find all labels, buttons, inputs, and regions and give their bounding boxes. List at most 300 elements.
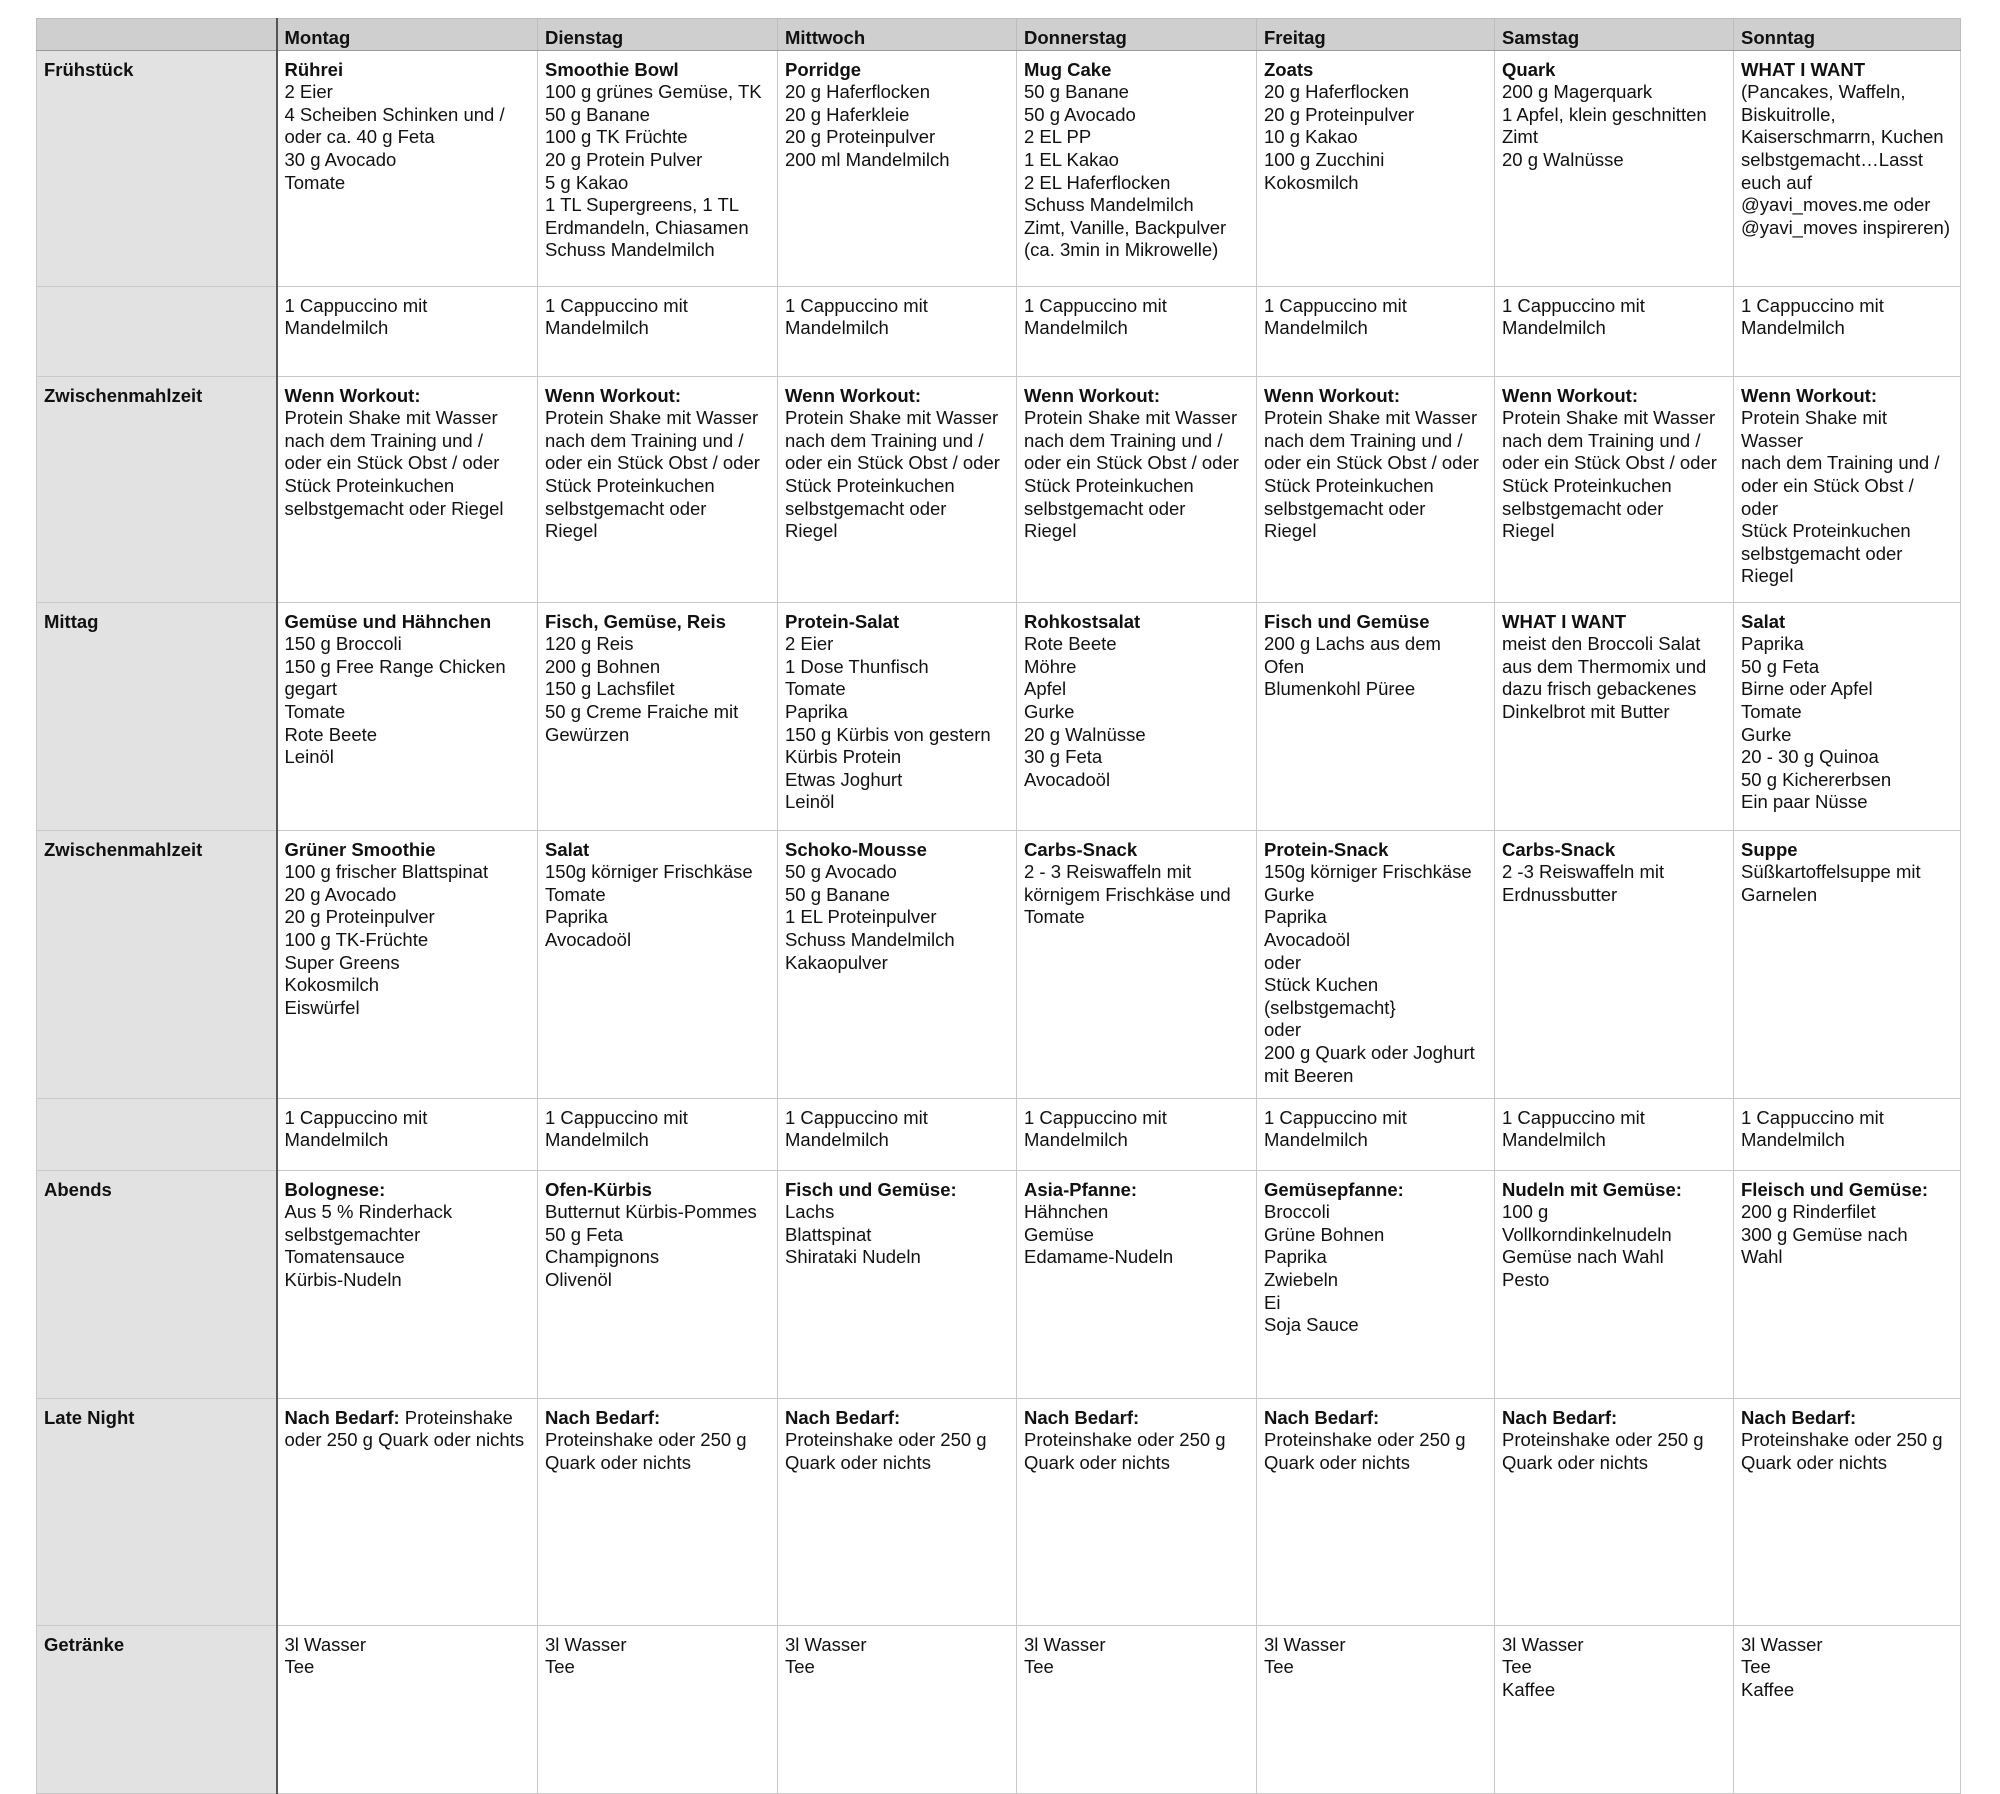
meal-item-line: Kakaopulver [785, 951, 888, 973]
meal-cell [1734, 602, 1961, 830]
meal-item-line: Mandelmilch [284, 1129, 389, 1151]
meal-cell [1017, 1098, 1257, 1170]
meal-item-line: 1 Cappuccino mit [1502, 1106, 1645, 1128]
meal-title: Carbs-Snack [1502, 838, 1616, 860]
meal-item-line: Kaffee [1741, 1678, 1795, 1700]
meal-cell [778, 1625, 1017, 1793]
meal-cell [1017, 376, 1257, 602]
meal-title: Grüner Smoothie [284, 838, 436, 860]
meal-title: Nach Bedarf: [1502, 1406, 1618, 1428]
day-header-samstag: Samstag [1495, 19, 1734, 51]
meal-cell [277, 50, 538, 286]
meal-title: Protein-Salat [785, 610, 900, 632]
meal-title: Nach Bedarf: [1024, 1406, 1140, 1428]
meal-title: Wenn Workout: [785, 384, 921, 406]
meal-title: Nach Bedarf: [545, 1406, 661, 1428]
meal-item-line: Tomate [284, 700, 346, 722]
meal-item-line: 50 g Feta [545, 1223, 624, 1245]
meal-item-line: Mandelmilch [785, 317, 889, 339]
meal-cell [538, 50, 778, 286]
meal-plan-table [36, 18, 1961, 1794]
meal-item-line: 3l Wasser [1741, 1633, 1823, 1655]
meal-item-line: Kürbis Protein [785, 746, 902, 768]
meal-item-line: Proteinshake oder 250 g [1264, 1429, 1466, 1451]
meal-cell [1495, 830, 1734, 1098]
meal-cell [277, 286, 538, 376]
meal-item-line: 1 Cappuccino mit [284, 1106, 428, 1128]
meal-item-line: 1 Cappuccino mit [1502, 294, 1645, 316]
meal-item-line: Edamame-Nudeln [1024, 1246, 1174, 1268]
meal-item-line: 1 Cappuccino mit [1264, 1106, 1407, 1128]
meal-cell [778, 830, 1017, 1098]
meal-item-line: Tomatensauce [284, 1246, 405, 1268]
meal-item-line: Gemüse [1024, 1223, 1094, 1245]
meal-item-line: Vollkorndinkelnudeln [1502, 1223, 1672, 1245]
meal-item-line: Mandelmilch [1264, 1129, 1368, 1151]
meal-item-line: nach dem Training und / [1502, 429, 1701, 451]
meal-item-line: Butternut Kürbis-Pommes [545, 1201, 757, 1223]
meal-cell [778, 1170, 1017, 1398]
day-header-donnerstag: Donnerstag [1017, 19, 1257, 51]
meal-item-line: Proteinshake oder 250 g [785, 1429, 987, 1451]
meal-item-line: 150g körniger Frischkäse [1264, 861, 1472, 883]
meal-item-line: Tomate [785, 678, 846, 700]
meal-title: Mug Cake [1024, 58, 1112, 80]
meal-item-line: Paprika [545, 906, 608, 928]
meal-item-line: Erdnussbutter [1502, 883, 1618, 905]
meal-item-line: Super Greens [284, 951, 400, 973]
meal-item-line: Protein Shake mit Wasser [284, 407, 498, 429]
meal-item-line: Tomate [1024, 906, 1085, 928]
meal-item-line: 20 g Proteinpulver [785, 126, 936, 148]
meal-item-line: nach dem Training und / [1024, 429, 1223, 451]
meal-item-line: Hähnchen [1024, 1201, 1109, 1223]
meal-item-line: Mandelmilch [1024, 1129, 1128, 1151]
meal-item-line: 20 g Protein Pulver [545, 148, 703, 170]
meal-item-line: Riegel [545, 520, 598, 542]
meal-item-line: Ei [1264, 1291, 1281, 1313]
meal-item-line: Mandelmilch [1502, 1129, 1606, 1151]
meal-item-line: @yavi_moves inspireren) [1741, 216, 1950, 238]
meal-cell [1495, 286, 1734, 376]
meal-item-line: Quark oder nichts [1024, 1451, 1171, 1473]
meal-item-line: 1 TL Supergreens, 1 TL [545, 194, 740, 216]
meal-cell [1495, 376, 1734, 602]
meal-item-line: 20 g Haferflocken [785, 81, 931, 103]
meal-item-line: 100 g grünes Gemüse, TK [545, 81, 762, 103]
meal-cell [538, 830, 778, 1098]
meal-item-line: Paprika [785, 700, 848, 722]
meal-item-line: Protein Shake mit Wasser [1024, 407, 1238, 429]
meal-item-line: 20 g Haferkleie [785, 103, 910, 125]
meal-item-line: 100 g frischer Blattspinat [284, 861, 489, 883]
meal-item-line: 120 g Reis [545, 633, 634, 655]
meal-item-line: 1 Cappuccino mit [1024, 294, 1167, 316]
meal-cell [1257, 830, 1495, 1098]
meal-item-line: Tee [1502, 1656, 1532, 1678]
meal-cell [1734, 830, 1961, 1098]
meal-item-line: Schuss Mandelmilch [545, 239, 715, 261]
meal-item-line: Kaiserschmarrn, Kuchen [1741, 126, 1944, 148]
meal-cell [1017, 286, 1257, 376]
meal-item-line: Dinkelbrot mit Butter [1502, 700, 1670, 722]
meal-item-line: 50 g Avocado [1024, 103, 1136, 125]
meal-cell [1495, 50, 1734, 286]
meal-cell [1257, 376, 1495, 602]
meal-item-line: Lachs [785, 1201, 835, 1223]
meal-item-line: oder ein Stück Obst / oder [785, 452, 1000, 474]
meal-item-line: Gurke [1264, 883, 1315, 905]
meal-item-line: 150 g Free Range Chicken [284, 655, 506, 677]
meal-label [37, 1098, 277, 1170]
meal-cell [1734, 286, 1961, 376]
meal-cell [1495, 602, 1734, 830]
meal-title: Salat [1741, 610, 1786, 632]
meal-cell [277, 602, 538, 830]
meal-item-line: Riegel [1741, 565, 1794, 587]
meal-row [37, 1098, 1961, 1170]
meal-item-line: Stück Kuchen [1264, 974, 1379, 996]
meal-item-line: Gewürzen [545, 723, 630, 745]
meal-cell [1734, 1398, 1961, 1625]
meal-cell [778, 50, 1017, 286]
meal-cell [1734, 1170, 1961, 1398]
meal-item-line: Quark oder nichts [545, 1451, 692, 1473]
meal-item-line: Zimt [1502, 126, 1538, 148]
meal-row [37, 376, 1961, 602]
meal-title: Nudeln mit Gemüse: [1502, 1178, 1682, 1200]
meal-cell [277, 1170, 538, 1398]
meal-item-line: Garnelen [1741, 883, 1818, 905]
meal-row [37, 1625, 1961, 1793]
meal-item-line: Ein paar Nüsse [1741, 791, 1868, 813]
meal-item-line: Proteinshake oder 250 g [1024, 1429, 1226, 1451]
meal-row [37, 1170, 1961, 1398]
meal-item-line: 2 EL Haferflocken [1024, 171, 1171, 193]
meal-item-line: Stück Proteinkuchen [785, 474, 955, 496]
meal-label: Getränke [37, 1625, 277, 1793]
meal-item-line: 1 Cappuccino mit [785, 1106, 928, 1128]
meal-item-line: Mandelmilch [1741, 317, 1845, 339]
meal-item-line: oder [1264, 1019, 1302, 1041]
meal-item-line: Riegel [1502, 520, 1555, 542]
meal-cell [1257, 286, 1495, 376]
meal-item-line: (selbstgemacht} [1264, 996, 1396, 1018]
meal-item-line: nach dem Training und / [785, 429, 984, 451]
meal-title: Nach Bedarf: [284, 1406, 400, 1428]
meal-title: Rührei [284, 58, 344, 80]
meal-title: Gemüsepfanne: [1264, 1178, 1404, 1200]
meal-item-line: Mandelmilch [545, 1129, 649, 1151]
meal-item-line: Leinöl [284, 746, 334, 768]
meal-item-line: 1 Cappuccino mit [545, 294, 688, 316]
meal-item-line: 2 Eier [785, 633, 834, 655]
meal-item-line: @yavi_moves.me oder [1741, 194, 1931, 216]
meal-item-line: Broccoli [1264, 1201, 1330, 1223]
meal-item-line: Tee [1024, 1656, 1054, 1678]
meal-item-line: Paprika [1264, 1246, 1327, 1268]
meal-item-line: oder ca. 40 g Feta [284, 126, 435, 148]
meal-title: Rohkostsalat [1024, 610, 1141, 632]
meal-title: Wenn Workout: [545, 384, 681, 406]
meal-cell [1734, 50, 1961, 286]
meal-cell [1734, 1625, 1961, 1793]
meal-item-line: Gemüse nach Wahl [1502, 1246, 1664, 1268]
meal-title: Wenn Workout: [1264, 384, 1400, 406]
meal-item-line: Protein Shake mit Wasser [545, 407, 759, 429]
day-header-sonntag: Sonntag [1734, 19, 1961, 51]
meal-item-line: oder ein Stück Obst / oder [545, 452, 760, 474]
meal-item-line: Mandelmilch [284, 317, 389, 339]
meal-item-line: euch auf [1741, 171, 1812, 193]
meal-title: Salat [545, 838, 590, 860]
meal-item-line: selbstgemacht oder [785, 497, 947, 519]
meal-item-line: 3l Wasser [284, 1633, 367, 1655]
meal-cell [277, 1098, 538, 1170]
meal-item-line: Kaffee [1502, 1678, 1556, 1700]
meal-item-line: Rote Beete [284, 723, 378, 745]
meal-item-line: 1 Cappuccino mit [284, 294, 428, 316]
meal-item-line: 200 g Quark oder Joghurt [1264, 1041, 1475, 1063]
meal-item-line: 4 Scheiben Schinken und / [284, 103, 505, 125]
meal-cell [1017, 1625, 1257, 1793]
meal-cell [538, 1098, 778, 1170]
meal-item-line: 5 g Kakao [545, 171, 629, 193]
meal-item-line: Ofen [1264, 655, 1305, 677]
meal-item-line: 50 g Feta [1741, 655, 1820, 677]
meal-item-line: 30 g Avocado [284, 148, 397, 170]
meal-title: Fleisch und Gemüse: [1741, 1178, 1929, 1200]
meal-item-line: Mandelmilch [785, 1129, 889, 1151]
meal-title: Wenn Workout: [284, 384, 421, 406]
meal-item-line: 100 g TK Früchte [545, 126, 688, 148]
meal-item-line: Riegel [1024, 520, 1077, 542]
meal-title: Smoothie Bowl [545, 58, 679, 80]
meal-item-line: 1 Cappuccino mit [1741, 294, 1884, 316]
meal-cell [1257, 1398, 1495, 1625]
meal-item-line: dazu frisch gebackenes [1502, 678, 1697, 700]
meal-title: Protein-Snack [1264, 838, 1389, 860]
meal-item-line: Zimt, Vanille, Backpulver [1024, 216, 1227, 238]
meal-label: Frühstück [37, 50, 277, 286]
meal-title: Nach Bedarf: [1264, 1406, 1380, 1428]
meal-cell [1017, 602, 1257, 830]
meal-cell [1495, 1170, 1734, 1398]
meal-label [37, 286, 277, 376]
meal-row [37, 50, 1961, 286]
meal-item-line: oder ein Stück Obst / oder [1024, 452, 1239, 474]
meal-item-line: Tee [1264, 1656, 1294, 1678]
meal-title: Wenn Workout: [1502, 384, 1638, 406]
meal-item-line: oder ein Stück Obst / oder [1741, 474, 1914, 519]
meal-item-line: nach dem Training und / [545, 429, 744, 451]
meal-cell [1257, 50, 1495, 286]
meal-item-line: Stück Proteinkuchen [1502, 474, 1672, 496]
meal-item-line: Mandelmilch [1741, 1129, 1845, 1151]
meal-cell [538, 1625, 778, 1793]
meal-item-line: Riegel [785, 520, 838, 542]
meal-item-line: Quark oder nichts [785, 1451, 932, 1473]
meal-cell [277, 830, 538, 1098]
meal-item-line: 1 Dose Thunfisch [785, 655, 929, 677]
meal-item-line: 100 g [1502, 1201, 1549, 1223]
header-row [37, 19, 1961, 51]
meal-item-line: oder 250 g Quark oder nichts [284, 1429, 525, 1451]
meal-item-line: Apfel [1024, 678, 1067, 700]
meal-item-line: Avocadoöl [545, 928, 632, 950]
meal-cell [277, 1398, 538, 1625]
meal-cell [1257, 602, 1495, 830]
meal-item-line: 200 g Magerquark [1502, 81, 1653, 103]
meal-item-line: Möhre [1024, 655, 1077, 677]
meal-title: Fisch, Gemüse, Reis [545, 610, 726, 632]
meal-item-line: körnigem Frischkäse und [1024, 883, 1231, 905]
meal-item-line: 3l Wasser [785, 1633, 867, 1655]
meal-label: Zwischenmahlzeit [37, 830, 277, 1098]
meal-item-line: 200 g Bohnen [545, 655, 661, 677]
meal-item-line: 1 Cappuccino mit [785, 294, 928, 316]
meal-title: Nach Bedarf: [785, 1406, 901, 1428]
meal-item-line: Stück Proteinkuchen [1024, 474, 1194, 496]
meal-cell [778, 602, 1017, 830]
meal-item-line: Stück Proteinkuchen [1264, 474, 1434, 496]
meal-item-line: 200 g Lachs aus dem [1264, 633, 1441, 655]
meal-item-line: 50 g Kichererbsen [1741, 768, 1892, 790]
meal-cell [778, 1398, 1017, 1625]
meal-item-line: 50 g Banane [545, 103, 650, 125]
meal-item-line: Süßkartoffelsuppe mit [1741, 861, 1921, 883]
meal-cell [1734, 376, 1961, 602]
meal-item-line: 1 Cappuccino mit [1264, 294, 1407, 316]
meal-item-line: Mandelmilch [1264, 317, 1368, 339]
meal-item-line: 1 Cappuccino mit [1741, 1106, 1884, 1128]
meal-item-line: 150g körniger Frischkäse [545, 861, 753, 883]
meal-cell [538, 1170, 778, 1398]
meal-item-line: Shirataki Nudeln [785, 1246, 921, 1268]
meal-title: Schoko-Mousse [785, 838, 927, 860]
meal-item-line: Olivenöl [545, 1268, 612, 1290]
meal-item-line: Protein Shake mit Wasser [1264, 407, 1478, 429]
meal-item-line: 20 g Proteinpulver [1264, 103, 1415, 125]
meal-title: Porridge [785, 58, 862, 80]
meal-title: Gemüse und Hähnchen [284, 610, 492, 632]
meal-item-line: oder [1264, 951, 1302, 973]
meal-item-line: Pesto [1502, 1268, 1550, 1290]
meal-item-line: 1 Cappuccino mit [1024, 1106, 1167, 1128]
meal-cell [1017, 830, 1257, 1098]
meal-item-line: 100 g Zucchini [1264, 148, 1385, 170]
meal-item-line: Tee [785, 1656, 815, 1678]
meal-cell [538, 602, 778, 830]
meal-item-line: nach dem Training und / [1741, 452, 1940, 474]
meal-title: Wenn Workout: [1024, 384, 1160, 406]
meal-item-line: 200 g Rinderfilet [1741, 1201, 1876, 1223]
meal-item-line: gegart [284, 678, 337, 700]
meal-item-line: Erdmandeln, Chiasamen [545, 216, 749, 238]
meal-item-line: Protein Shake mit Wasser [785, 407, 999, 429]
meal-item-line: 20 g Haferflocken [1264, 81, 1410, 103]
meal-title: Fisch und Gemüse: [785, 1178, 957, 1200]
meal-item-line: oder ein Stück Obst / oder [284, 452, 500, 474]
meal-item-line: Protein Shake mit Wasser [1741, 407, 1888, 451]
meal-item-line: Grüne Bohnen [1264, 1223, 1385, 1245]
meal-title: Suppe [1741, 838, 1798, 860]
day-header-dienstag: Dienstag [538, 19, 778, 51]
meal-item-line: 20 g Avocado [284, 883, 397, 905]
meal-cell [1017, 1398, 1257, 1625]
meal-cell [1257, 1098, 1495, 1170]
meal-item-line: Gurke [1024, 700, 1075, 722]
meal-label: Abends [37, 1170, 277, 1398]
meal-item-line: 150 g Kürbis von gestern [785, 723, 991, 745]
meal-item-line: Tomate [1741, 700, 1802, 722]
meal-title: Asia-Pfanne: [1024, 1178, 1138, 1200]
meal-row [37, 286, 1961, 376]
meal-item-line: 50 g Banane [1024, 81, 1129, 103]
meal-cell [1495, 1098, 1734, 1170]
meal-item-line: Proteinshake oder 250 g [1502, 1429, 1704, 1451]
meal-item-line: 50 g Creme Fraiche mit [545, 700, 739, 722]
meal-item-line: 2 - 3 Reiswaffeln mit [1024, 861, 1192, 883]
meal-cell [1734, 1098, 1961, 1170]
meal-item-line: Zwiebeln [1264, 1268, 1339, 1290]
meal-item-line: 1 EL Proteinpulver [785, 906, 937, 928]
meal-title: WHAT I WANT [1502, 610, 1626, 632]
meal-item-line: 20 g Proteinpulver [284, 906, 435, 928]
meal-label: Zwischenmahlzeit [37, 376, 277, 602]
meal-item-line: Stück Proteinkuchen [545, 474, 715, 496]
meal-item-line: Aus 5 % Rinderhack [284, 1201, 453, 1223]
meal-item-line: (Pancakes, Waffeln, [1741, 81, 1906, 103]
meal-cell [538, 1398, 778, 1625]
meal-item-text: Proteinshake [399, 1406, 513, 1428]
meal-item-line: nach dem Training und / [284, 429, 483, 451]
meal-item-line: 300 g Gemüse nach Wahl [1741, 1223, 1908, 1268]
meal-item-line: Birne oder Apfel [1741, 678, 1873, 700]
meal-item-line: selbstgemacht…Lasst [1741, 148, 1924, 170]
meal-item-line: Gurke [1741, 723, 1792, 745]
meal-row [37, 1398, 1961, 1625]
meal-title: Fisch und Gemüse [1264, 610, 1430, 632]
meal-item-line: 20 g Walnüsse [1502, 148, 1624, 170]
meal-item-line: Kokosmilch [1264, 171, 1359, 193]
meal-item-line: Kokosmilch [284, 974, 380, 996]
meal-item-line: 150 g Lachsfilet [545, 678, 675, 700]
meal-cell [1495, 1398, 1734, 1625]
meal-item-line: 100 g TK-Früchte [284, 928, 429, 950]
meal-item-line: Tomate [545, 883, 606, 905]
meal-item-line: 2 Eier [284, 81, 333, 103]
meal-item-line: Tee [284, 1656, 315, 1678]
meal-item-line: 10 g Kakao [1264, 126, 1358, 148]
meal-item-line: 20 g Walnüsse [1024, 723, 1146, 745]
meal-cell [1017, 50, 1257, 286]
meal-title: Nach Bedarf: [1741, 1406, 1857, 1428]
meal-item-line: oder ein Stück Obst / oder [1264, 452, 1479, 474]
meal-item-line: Tee [1741, 1656, 1771, 1678]
meal-item-line: selbstgemacht oder Riegel [284, 497, 504, 519]
meal-item-line: Eiswürfel [284, 996, 360, 1018]
meal-item-line: mit Beeren [1264, 1064, 1354, 1086]
meal-item-line: Rote Beete [1024, 633, 1117, 655]
meal-item-line: Avocadoöl [1264, 928, 1351, 950]
meal-plan-body [37, 50, 1961, 1793]
meal-item-line: Proteinshake oder 250 g [1741, 1429, 1943, 1451]
meal-item-line: Quark oder nichts [1741, 1451, 1888, 1473]
meal-item-line: Champignons [545, 1246, 660, 1268]
day-header-freitag: Freitag [1257, 19, 1495, 51]
meal-inline-line [285, 1407, 531, 1430]
